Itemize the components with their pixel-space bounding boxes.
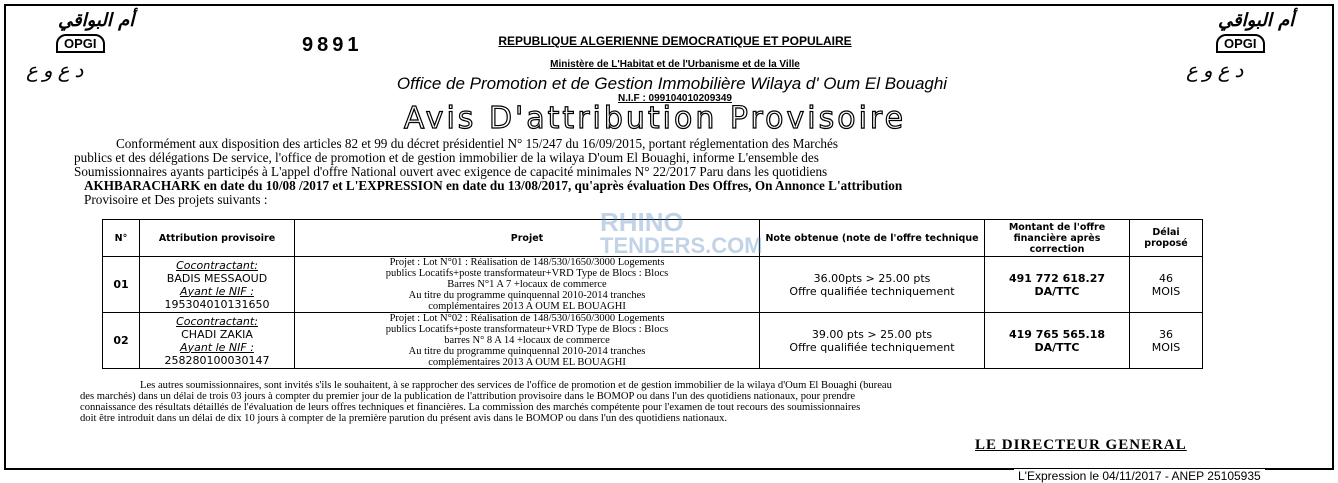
montant-currency: DA/TTC [1034, 340, 1080, 354]
opgi-logo-right: أم البواقي OPGI ﺩ ﻉ ﻭ ﻉ [1186, 10, 1295, 82]
projet-line: Au titre du programme quinquennal 2010-2014 tranches [408, 290, 646, 301]
row-number: 02 [103, 313, 140, 369]
projet-line: barres N° 8 A 14 +locaux de commerce [444, 335, 610, 346]
closing-line: Les autres soumissionnaires, sont invités s'ils le souhaitent, à se rapprocher des services de l'office de promotion et de gestion immobilier de la wilaya d'Oum El Bouaghi (bureau [140, 380, 892, 391]
note-cell [760, 257, 985, 313]
delai-cell [1130, 257, 1203, 313]
intro-line-4: AKHBARACHARK en date du 10/08 /2017 et L'EXPRESSION en date du 13/08/2017, qu'après évaluation Des Offres, On Annonce L'attribution [84, 178, 903, 193]
closing-line: connaissance des résultats détaillés de l'évaluation de leurs offres techniques et financières. La commission des marchés compétente pour l'examen de tout recours des soumissionnaires [80, 402, 861, 413]
delai-unit: MOIS [1151, 284, 1181, 298]
intro-line-2: publics et des délégations De service, l'office de promotion et de gestion immobilier de la wilaya D'oum El Bouaghi, informe L'ensemble des [74, 150, 819, 165]
montant-cell [985, 313, 1130, 369]
contractor-name: BADIS MESSAOUD [166, 271, 268, 285]
nif-value: 258280100030147 [164, 353, 270, 367]
intro-line-1: Conformément aux disposition des articles 82 et 99 du décret présidentiel N° 15/247 du 16/09/2015, portant réglementation des Marchés [116, 136, 838, 151]
montant-cell [985, 257, 1130, 313]
table-row [103, 257, 1203, 313]
col-header-note: Note obtenue (note de l'offre technique [760, 220, 985, 257]
delai-unit: MOIS [1151, 340, 1181, 354]
delai-value: 46 [1159, 271, 1173, 285]
attribution-cell [140, 313, 295, 369]
col-header-montant: Montant de l'offre financière après correction [985, 220, 1130, 257]
office-heading: Office de Promotion et de Gestion Immobilière Wilaya d' Oum El Bouaghi [396, 74, 948, 93]
projet-cell [295, 257, 760, 313]
cocontractant-label: Cocontractant: [176, 314, 258, 328]
closing-line: des marchés) dans un délai de trois 03 jours à compter du premier jour de la publication de l'attribution provisoire dans le BOMOP ou dans l'un des quotidiens nationaux, pour prendre [80, 391, 856, 402]
col-header-attribution: Attribution provisoire [140, 220, 295, 257]
note-value: 36.00pts > 25.00 pts [813, 271, 931, 285]
nif-heading: N.I.F : 099104010209349 [618, 93, 732, 104]
col-header-delai: Délai proposé [1130, 220, 1203, 257]
projet-line: Au titre du programme quinquennal 2010-2014 tranches [408, 346, 646, 357]
intro-line-5: Provisoire et Des projets suivants : [84, 192, 268, 207]
table-row [103, 313, 1203, 369]
projet-line: complémentaires 2013 A OUM EL BOUAGHI [428, 357, 626, 368]
nif-label: Ayant le NIF : [180, 284, 254, 298]
nif-value: 195304010131650 [164, 297, 270, 311]
intro-line-3: Soumissionnaires ayants participés à L'appel d'offre National ouvert avec exigence de capacité minimales N° 22/2017 Paru dans les quotidiens [74, 164, 828, 179]
watermark-line-1: RHINO [600, 207, 684, 237]
col-header-number: N° [103, 220, 140, 257]
row-number: 01 [103, 257, 140, 313]
ministry-heading: Ministère de L'Habitat et de l'Urbanisme et de la Ville [550, 59, 800, 70]
notice-title: Avis D'attribution Provisoire [403, 101, 907, 136]
note-value: 39.00 pts > 25.00 pts [811, 327, 933, 341]
col-header-projet: Projet [295, 220, 760, 257]
signature: LE DIRECTEUR GENERAL [975, 437, 1187, 453]
delai-value: 36 [1159, 327, 1173, 341]
projet-line: complémentaires 2013 A OUM EL BOUAGHI [428, 301, 626, 312]
watermark [560, 207, 763, 258]
ad-number: 9891 [302, 34, 363, 56]
projet-line: Barres N°1 A 7 +locaux de commerce [447, 279, 607, 290]
note-qualification: Offre qualifiée techniquement [789, 340, 955, 354]
projet-line: Projet : Lot N°01 : Réalisation de 148/530/1650/3000 Logements [389, 257, 665, 268]
projet-line: Projet : Lot N°02 : Réalisation de 148/530/1650/3000 Logements [389, 313, 665, 324]
closing-line: doit être introduit dans un délai de dix 10 jours à compter de la première parution du présent avis dans le BOMOP ou dans l'un des quotidiens nationaux. [80, 413, 728, 424]
watermark-line-2: TENDERS.COM [600, 233, 763, 258]
attribution-cell [140, 257, 295, 313]
contractor-name: CHADI ZAKIA [181, 327, 253, 341]
montant-currency: DA/TTC [1034, 284, 1080, 298]
montant-value: 491 772 618.27 [1008, 271, 1106, 285]
closing-paragraph [80, 380, 1250, 424]
delai-cell [1130, 313, 1203, 369]
projet-cell [295, 313, 760, 369]
cocontractant-label: Cocontractant: [176, 258, 258, 272]
note-qualification: Offre qualifiée techniquement [789, 284, 955, 298]
nif-label: Ayant le NIF : [180, 340, 254, 354]
publication-footer: L'Expression le 04/11/2017 - ANEP 25105935 [1014, 469, 1265, 483]
republic-heading: REPUBLIQUE ALGERIENNE DEMOCRATIQUE ET POPULAIRE [498, 34, 852, 48]
montant-value: 419 765 565.18 [1008, 327, 1106, 341]
projet-line: publics Locatifs+poste transformateur+VRD Type de Blocs : Blocs [385, 324, 669, 335]
opgi-logo-left: أم البواقي OPGI ﺩ ﻉ ﻭ ﻉ [26, 10, 135, 82]
note-cell [760, 313, 985, 369]
projet-line: publics Locatifs+poste transformateur+VRD Type de Blocs : Blocs [385, 268, 669, 279]
